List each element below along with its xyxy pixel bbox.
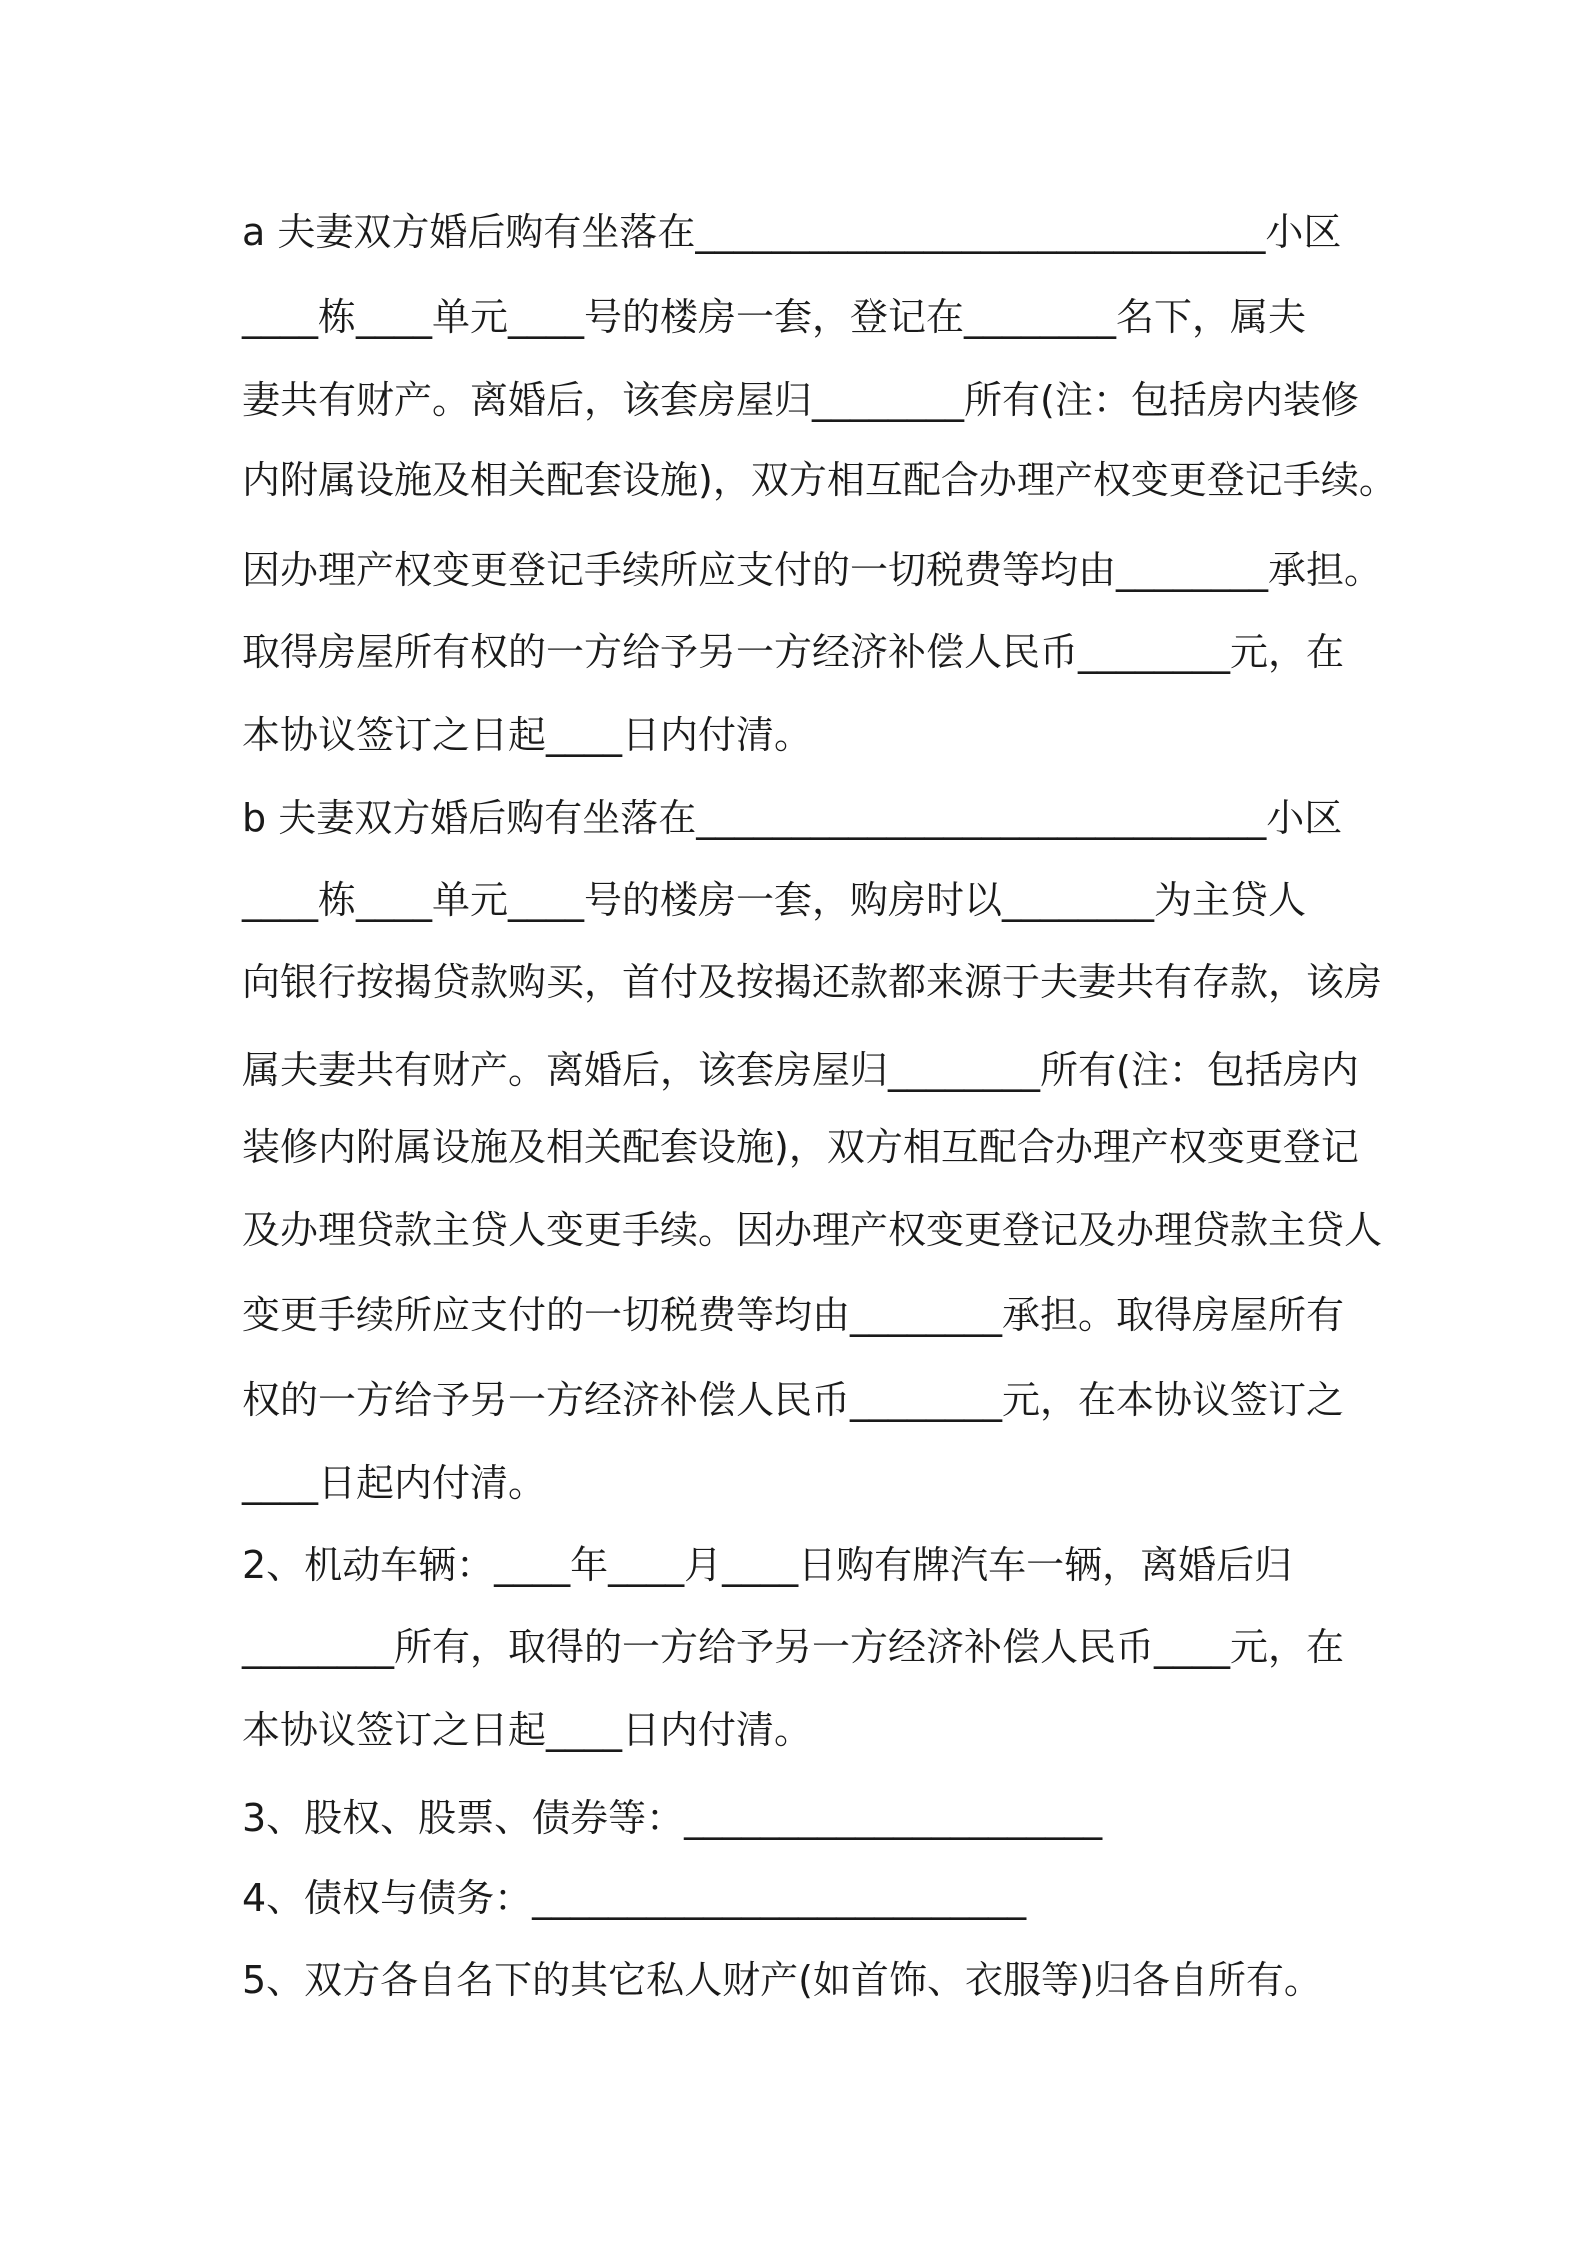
text-line: 5、双方各自名下的其它私人财产(如首饰、衣服等)归各自所有。	[242, 1958, 1322, 2002]
text-line: 取得房屋所有权的一方给予另一方经济补偿人民币________元，在	[242, 630, 1345, 674]
text-line: 本协议签订之日起____日内付清。	[242, 1708, 813, 1752]
text-line: 及办理贷款主贷人变更手续。因办理产权变更登记及办理贷款主贷人	[242, 1208, 1383, 1252]
text-line: ____栋____单元____号的楼房一套，购房时以________为主贷人	[242, 878, 1307, 922]
text-line: 向银行按揭贷款购买，首付及按揭还款都来源于夫妻共有存款，该房	[242, 960, 1383, 1004]
text-line: ________所有，取得的一方给予另一方经济补偿人民币____元，在	[242, 1625, 1345, 1669]
text-line: 内附属设施及相关配套设施)，双方相互配合办理产权变更登记手续。	[242, 458, 1397, 502]
text-line: 本协议签订之日起____日内付清。	[242, 713, 813, 757]
text-line: a 夫妻双方婚后购有坐落在______________________________小区	[242, 210, 1342, 254]
text-line: 属夫妻共有财产。离婚后，该套房屋归________所有(注：包括房内	[242, 1048, 1359, 1092]
text-line: 妻共有财产。离婚后，该套房屋归________所有(注：包括房内装修	[242, 378, 1359, 422]
text-line: 因办理产权变更登记手续所应支付的一切税费等均由________承担。	[242, 548, 1383, 592]
text-line: 4、债权与债务：__________________________	[242, 1876, 1027, 1920]
text-line: 变更手续所应支付的一切税费等均由________承担。取得房屋所有	[242, 1293, 1345, 1337]
text-line: 2、机动车辆：____年____月____日购有牌汽车一辆，离婚后归	[242, 1543, 1293, 1587]
text-line: ____日起内付清。	[242, 1461, 547, 1505]
text-line: b 夫妻双方婚后购有坐落在______________________________小区	[242, 796, 1343, 840]
text-line: 装修内附属设施及相关配套设施)，双方相互配合办理产权变更登记	[242, 1125, 1359, 1169]
text-line: 3、股权、股票、债券等：______________________	[242, 1796, 1103, 1840]
text-line: ____栋____单元____号的楼房一套，登记在________名下，属夫	[242, 295, 1307, 339]
text-line: 权的一方给予另一方经济补偿人民币________元，在本协议签订之	[242, 1378, 1345, 1422]
